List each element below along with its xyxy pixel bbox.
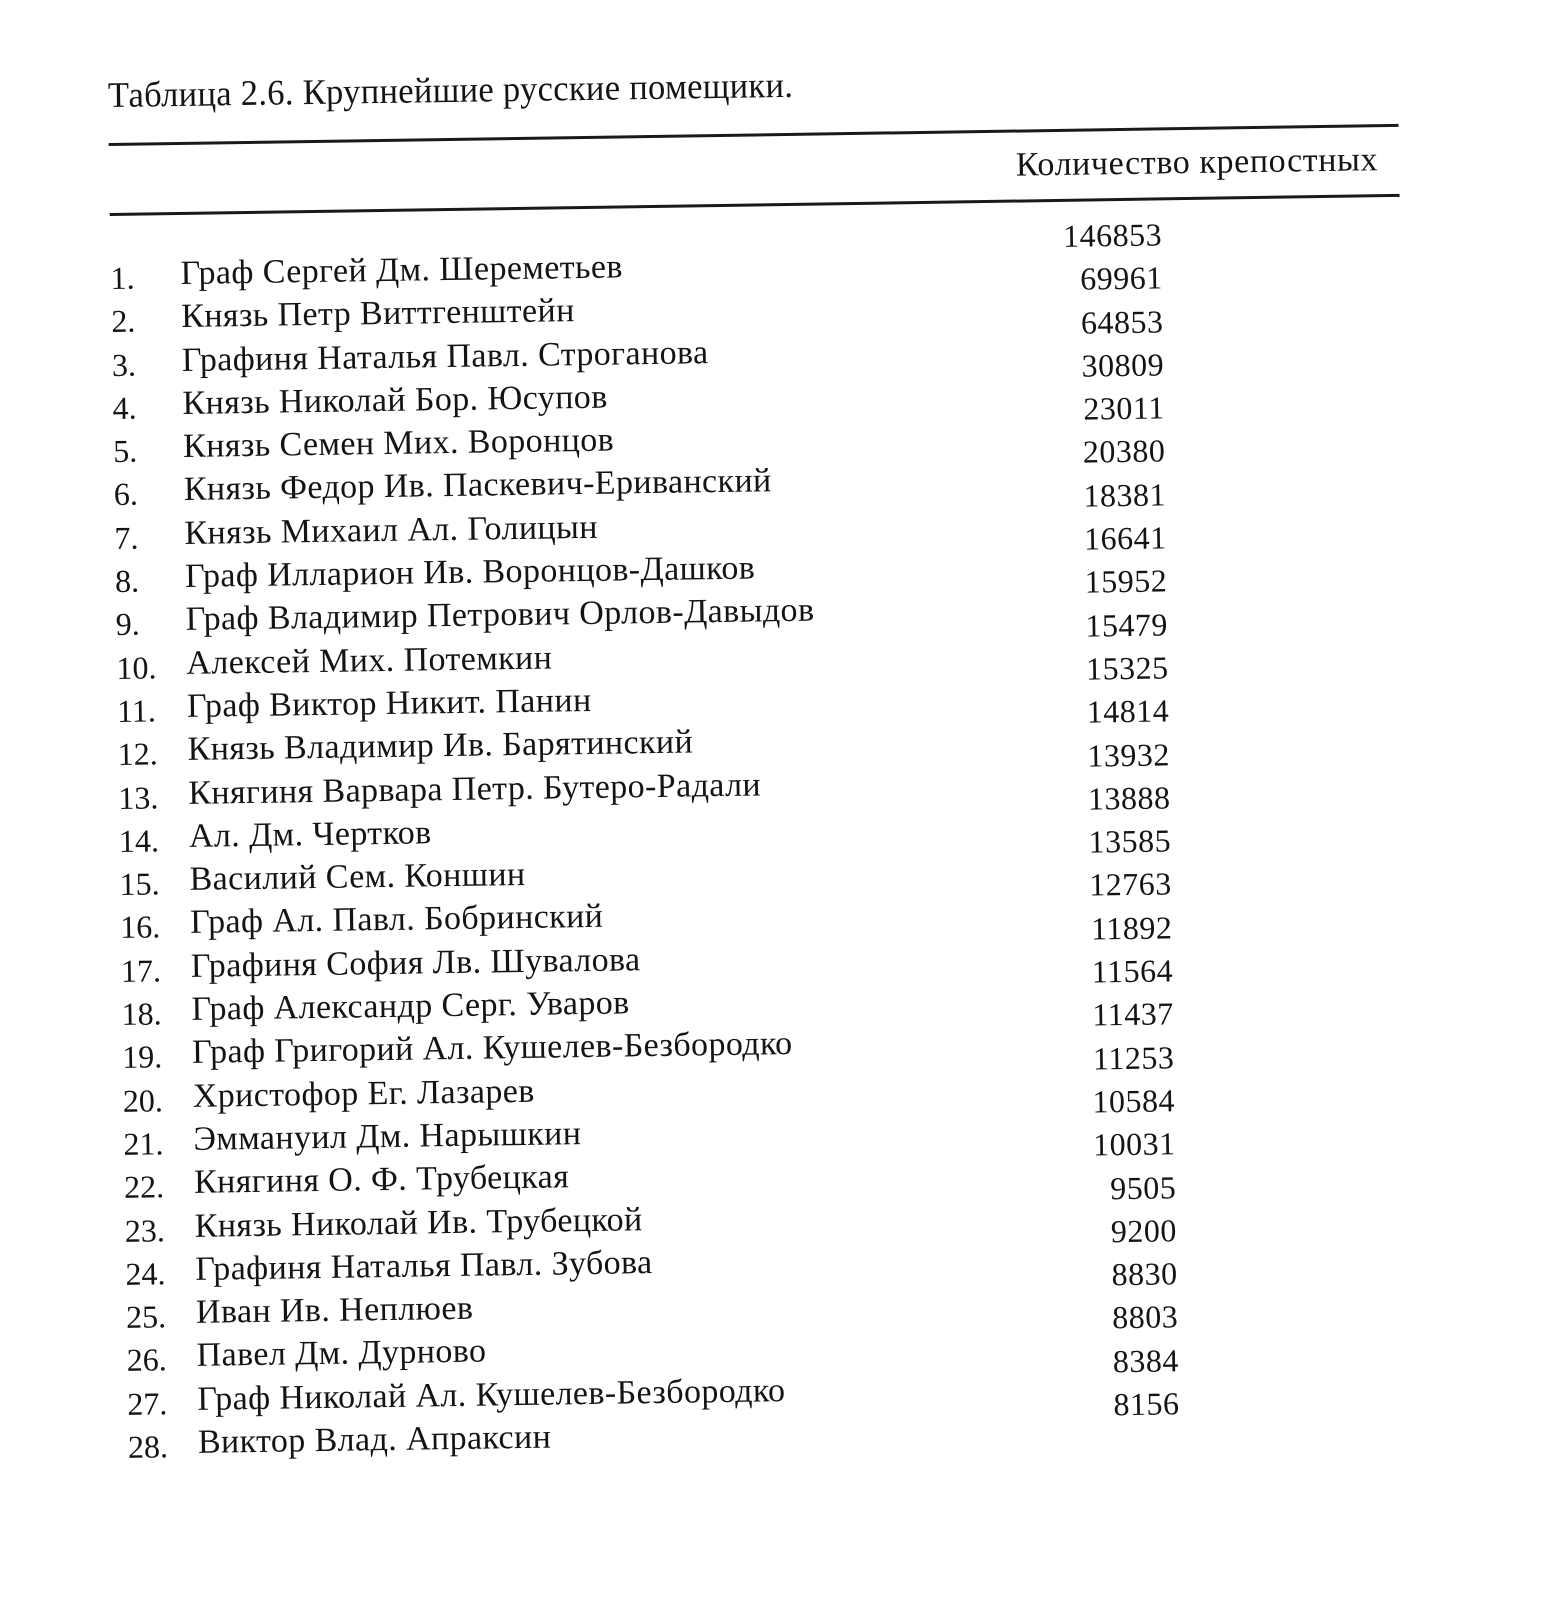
landowner-name: Граф Николай Ал. Кушелев-Безбородко xyxy=(197,1371,786,1418)
row-number: 14. xyxy=(118,822,160,859)
landowner-name: Граф Илларион Ив. Воронцов-Дашков xyxy=(184,549,756,596)
landowner-name: Графиня Наталья Павл. Зубова xyxy=(195,1243,653,1288)
row-number: 26. xyxy=(126,1341,167,1379)
landowner-name: Княгиня О. Ф. Трубецкая xyxy=(193,1158,570,1202)
landowner-name: Граф Александр Серг. Уваров xyxy=(191,984,630,1028)
serfs-count: 13585 xyxy=(1088,822,1172,860)
serfs-count: 30809 xyxy=(1081,346,1165,384)
serfs-count: 15479 xyxy=(1085,606,1169,644)
landowner-name: Князь Николай Ив. Трубецкой xyxy=(194,1200,643,1245)
landowners-table-body xyxy=(110,216,1228,1465)
landowner-name: Граф Сергей Дм. Шереметьев xyxy=(180,248,624,292)
row-number: 3. xyxy=(111,346,137,383)
landowner-name: Христофор Ег. Лазарев xyxy=(192,1072,535,1115)
row-number: 28. xyxy=(127,1428,169,1465)
row-number: 4. xyxy=(112,389,137,426)
serfs-count: 8156 xyxy=(1113,1385,1180,1423)
row-number: 6. xyxy=(113,476,139,513)
serfs-count: 15952 xyxy=(1084,562,1168,600)
header-top-rule xyxy=(109,124,1399,146)
column-header-serfs-count: Количество крепостных xyxy=(1015,141,1379,184)
row-number: 2. xyxy=(111,302,136,340)
row-number: 18. xyxy=(121,995,162,1032)
serfs-count: 15325 xyxy=(1085,649,1169,687)
serfs-count: 9505 xyxy=(1109,1168,1177,1206)
serfs-count: 14814 xyxy=(1086,692,1170,730)
landowner-name: Граф Ал. Павл. Бобринский xyxy=(189,898,604,942)
landowner-name: Павел Дм. Дурново xyxy=(196,1332,487,1375)
row-number: 10. xyxy=(116,649,157,686)
landowner-name: Граф Владимир Петрович Орлов-Давыдов xyxy=(185,591,815,639)
landowner-name: Князь Федор Ив. Паскевич-Ериванский xyxy=(183,462,772,509)
row-number: 17. xyxy=(120,952,162,989)
row-number: 21. xyxy=(123,1125,164,1162)
landowner-name: Граф Григорий Ал. Кушелев-Безбородко xyxy=(191,1025,793,1072)
landowner-name: Князь Николай Бор. Юсупов xyxy=(182,378,608,422)
row-number: 27. xyxy=(127,1385,168,1422)
landowner-name: Граф Виктор Никит. Панин xyxy=(186,681,592,725)
serfs-count: 8803 xyxy=(1111,1298,1179,1336)
row-number: 15. xyxy=(119,865,160,903)
serfs-count: 11892 xyxy=(1090,909,1173,947)
serfs-count: 64853 xyxy=(1080,302,1164,341)
serfs-count: 13932 xyxy=(1087,735,1171,774)
serfs-count: 13888 xyxy=(1087,779,1171,817)
row-number: 1. xyxy=(110,259,135,297)
row-number: 23. xyxy=(124,1211,166,1249)
serfs-count: 18381 xyxy=(1083,476,1167,514)
serfs-count: 11253 xyxy=(1092,1038,1175,1077)
row-number: 16. xyxy=(120,908,161,946)
row-number: 20. xyxy=(122,1081,164,1119)
landowner-name: Василий Сем. Коншин xyxy=(189,856,526,899)
landowner-name: Эммануил Дм. Нарышкин xyxy=(193,1115,582,1158)
serfs-count: 10584 xyxy=(1092,1082,1176,1120)
landowner-name: Графиня София Лв. Шувалова xyxy=(190,940,641,985)
landowner-name: Виктор Влад. Апраксин xyxy=(197,1418,552,1461)
serfs-count: 69961 xyxy=(1079,259,1164,297)
row-number: 11. xyxy=(116,692,157,729)
row-number: 7. xyxy=(114,519,139,556)
serfs-count: 16641 xyxy=(1083,519,1167,557)
serfs-count: 11564 xyxy=(1091,952,1174,990)
table-title: Таблица 2.6. Крупнейшие русские помещики. xyxy=(107,64,794,116)
row-number: 13. xyxy=(118,778,159,816)
landowner-name: Князь Владимир Ив. Барятинский xyxy=(187,723,694,769)
row-number: 5. xyxy=(112,432,138,470)
serfs-count: 12763 xyxy=(1088,865,1173,904)
serfs-count: 8384 xyxy=(1112,1342,1180,1379)
landowner-name: Графиня Наталья Павл. Строганова xyxy=(181,333,709,379)
serfs-count: 146853 xyxy=(1062,216,1163,254)
row-number: 9. xyxy=(115,605,141,643)
row-number: 24. xyxy=(125,1255,166,1292)
serfs-count: 10031 xyxy=(1092,1125,1176,1163)
landowner-name: Князь Михаил Ал. Голицын xyxy=(184,508,599,552)
serfs-count: 8830 xyxy=(1111,1255,1178,1293)
serfs-count: 20380 xyxy=(1082,432,1166,471)
landowner-name: Княгиня Варвара Петр. Бутеро-Радали xyxy=(188,765,762,812)
landowner-name: Князь Семен Мих. Воронцов xyxy=(182,421,615,466)
landowner-name: Иван Ив. Неплюев xyxy=(195,1289,474,1331)
row-number: 8. xyxy=(114,562,140,600)
serfs-count: 9200 xyxy=(1110,1212,1178,1250)
row-number: 19. xyxy=(121,1038,163,1076)
serfs-count: 11437 xyxy=(1092,995,1174,1033)
header-bottom-rule xyxy=(110,194,1400,216)
row-number: 12. xyxy=(117,735,158,773)
landowner-name: Князь Петр Виттгенштейн xyxy=(180,292,575,336)
serfs-count: 23011 xyxy=(1083,389,1165,427)
landowner-name: Алексей Мих. Потемкин xyxy=(186,639,553,682)
landowner-name: Ал. Дм. Чертков xyxy=(188,814,432,855)
row-number: 25. xyxy=(125,1298,167,1336)
row-number: 22. xyxy=(123,1168,165,1206)
